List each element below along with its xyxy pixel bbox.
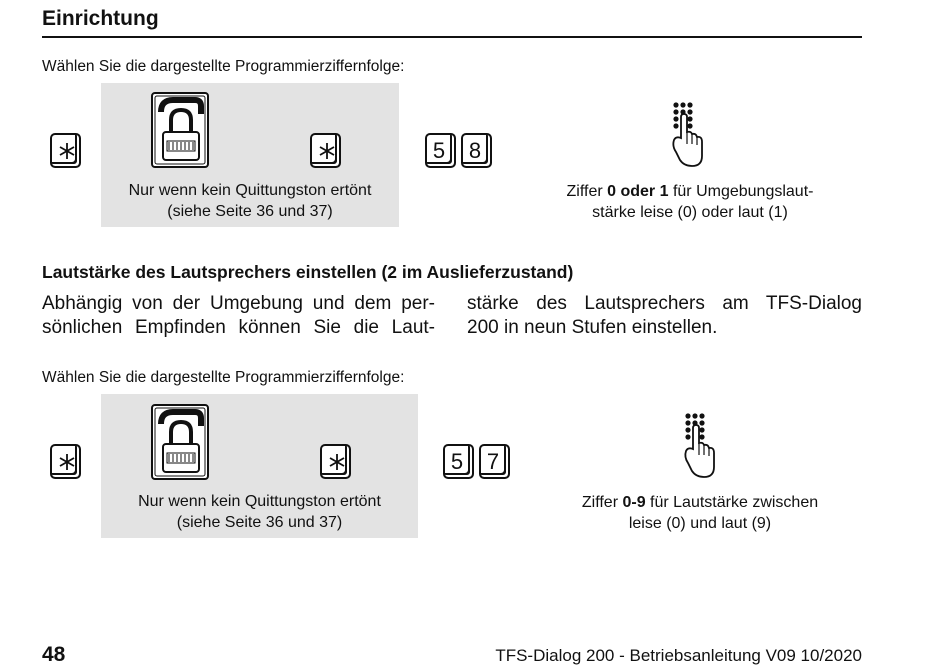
body-col2-line1: stärke des Lautsprechers am TFS-Dialog [467, 293, 862, 314]
caption-line-1: Nur wenn kein Quittungston ertönt [128, 182, 372, 199]
title-rule [42, 36, 862, 38]
padlock-icon [151, 404, 209, 480]
star-key-1a [50, 133, 81, 168]
conditional-box-1 [101, 83, 399, 227]
page-number: 48 [42, 643, 66, 666]
body-col2-line2: 200 in neun Stufen einstellen. [467, 317, 718, 338]
caption-line-2: (siehe Seite 36 und 37) [176, 514, 343, 531]
keypad-hand-icon [664, 100, 708, 170]
right-caption-2-line1: Ziffer 0-9 für Lautstärke zwischen [581, 494, 819, 511]
padlock-icon [151, 92, 209, 168]
page-title: Einrichtung [42, 7, 159, 30]
right-caption-2-line2: leise (0) und laut (9) [628, 515, 772, 532]
section-heading: Lautstärke des Lautsprechers einstellen (2 im Auslieferzustand) [42, 262, 574, 282]
digit-key-7: 7 [479, 444, 510, 479]
star-key-2b [320, 444, 351, 479]
footer-text: TFS-Dialog 200 - Betriebsanleitung V09 10/2020 [495, 646, 862, 665]
digit-key-8: 8 [461, 133, 492, 168]
caption-line-1: Nur wenn kein Quittungston ertönt [138, 493, 381, 510]
star-key-2a [50, 444, 81, 479]
asterisk-key-icon [327, 452, 347, 472]
instruction-2: Wählen Sie die dargestellte Programmierziffernfolge: [42, 369, 405, 386]
body-column-2 [467, 292, 862, 340]
caption-line-2: (siehe Seite 36 und 37) [167, 203, 333, 220]
keypad-hand-icon [676, 411, 720, 481]
body-col1-line1: Abhängig von der Umgebung und dem per- [42, 293, 435, 314]
asterisk-key-icon [57, 452, 77, 472]
right-caption-2 [530, 492, 870, 534]
digit-key-5: 5 [425, 133, 456, 168]
body-col1-line2: sönlichen Empfinden können Sie die Laut- [42, 317, 435, 338]
instruction-1: Wählen Sie die dargestellte Programmierziffernfolge: [42, 58, 405, 75]
conditional-box-2 [101, 394, 418, 538]
asterisk-key-icon [57, 141, 77, 161]
body-column-1 [42, 292, 435, 340]
asterisk-key-icon [317, 141, 337, 161]
digit-key-5: 5 [443, 444, 474, 479]
conditional-caption-2 [101, 491, 418, 533]
right-caption-1 [520, 181, 860, 223]
star-key-1b [310, 133, 341, 168]
conditional-caption-1 [101, 180, 399, 222]
right-caption-1-line1: Ziffer 0 oder 1 für Umgebungslaut- [566, 183, 814, 200]
right-caption-1-line2: stärke leise (0) oder laut (1) [592, 204, 788, 221]
